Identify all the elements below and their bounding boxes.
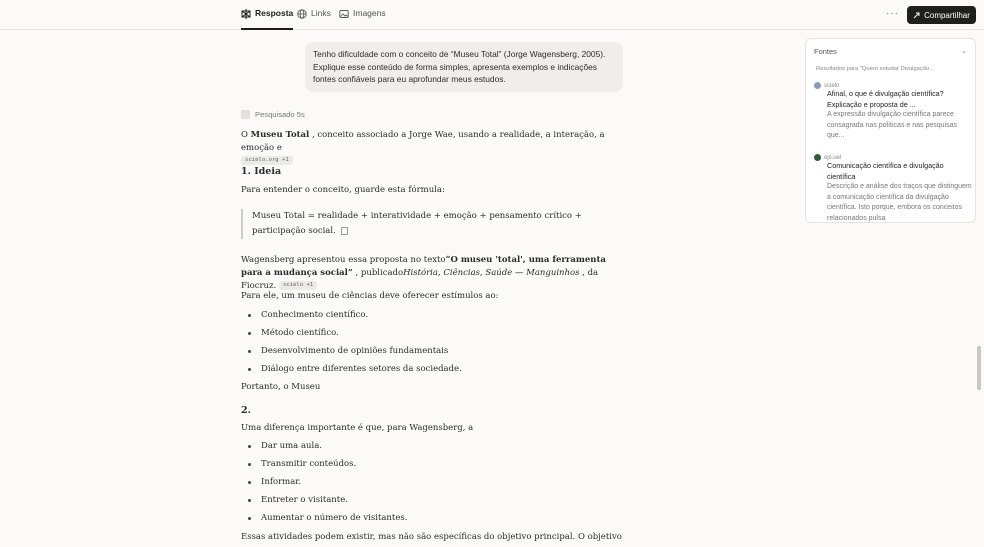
source-title: Afinal, o que é divulgação científica? Explicação e proposta de ... — [827, 89, 944, 109]
article-title: “O museu 'total', uma ferramenta para a mudança social” — [241, 255, 606, 278]
p2-text-end: , da Fiocruz. — [241, 268, 599, 291]
tab-links[interactable] — [297, 8, 331, 30]
list-item: Desenvolvimento de opiniões fundamentais — [241, 345, 462, 363]
citation-chip[interactable]: scielo +1 — [279, 281, 317, 290]
list-item: Transmitir conteúdos. — [241, 458, 407, 476]
image-icon — [339, 9, 349, 19]
source-domain-row — [814, 154, 972, 161]
share-icon — [913, 11, 921, 19]
searched-label: Pesquisado 5s — [255, 110, 305, 119]
user-query-bubble: Tenho dificuldade com o conceito de “Museu Total” (Jorge Wagensberg, 2005). Explique esse conteúdo de forma simples, apresenta exemplos e indicações fontes confiáveis para eu aprofundar meus estudos. — [305, 42, 623, 92]
favicon-icon — [814, 82, 821, 89]
p2-text: Wagensberg apresentou essa proposta no texto — [241, 255, 446, 265]
sources-title: Fontes — [814, 47, 837, 56]
paragraph-portanto: Portanto, o Museu — [241, 382, 321, 392]
list-item: Diálogo entre diferentes setores da sociedade. — [241, 363, 462, 381]
share-label: Compartilhar — [924, 10, 970, 20]
p2-text-mid: , publicado — [352, 268, 404, 278]
source-item[interactable] — [814, 154, 972, 223]
globe-icon — [297, 9, 307, 19]
paragraph-wagensberg — [241, 254, 625, 293]
list-item: Informar. — [241, 476, 407, 494]
sources-panel — [805, 38, 976, 223]
more-options-button[interactable]: ··· — [886, 8, 899, 19]
scrollbar-thumb[interactable] — [977, 346, 981, 390]
paragraph-difference: Uma diferença importante é que, para Wagensberg, a — [241, 423, 474, 433]
chevron-down-icon[interactable]: ⌄ — [961, 48, 967, 55]
section-heading-1: 1. Ideia — [241, 166, 282, 177]
tab-resposta-label: Resposta — [255, 8, 294, 18]
stimuli-list — [241, 309, 462, 381]
source-title: Comunicação científica e divulgação científica — [827, 161, 944, 181]
list-item: Dar uma aula. — [241, 440, 407, 458]
formula-quote — [241, 209, 625, 239]
favicon-icon — [814, 154, 821, 161]
source-snippet: A expressão divulgação científica parece consagrada nas políticas e nas pesquisas que... — [827, 111, 957, 139]
paragraph-conclusion: Essas atividades podem existir, mas não são específicas do objetivo principal. O objetivo — [241, 532, 622, 542]
intro-text: O — [241, 130, 251, 140]
list-item: Conhecimento científico. — [241, 309, 462, 327]
source-snippet: Descrição e análise dos traços que distinguem a comunicação científica da divulgação científica. Isto porque, embora os conceitos relacionados pulsa — [827, 183, 972, 222]
top-bar — [0, 0, 984, 30]
tab-resposta[interactable] — [241, 8, 293, 30]
not-goals-list — [241, 440, 407, 530]
share-button[interactable] — [907, 6, 976, 24]
list-item: Aumentar o número de visitantes. — [241, 512, 407, 530]
tab-imagens-label: Imagens — [353, 8, 386, 18]
source-domain: scielo — [824, 82, 840, 89]
searched-status[interactable] — [241, 110, 305, 119]
paragraph-stimuli: Para ele, um museu de ciências deve oferecer estímulos ao: — [241, 291, 499, 301]
section-heading-2: 2. — [241, 405, 251, 416]
intro-bold: Museu Total — [250, 130, 310, 140]
perplexity-icon — [241, 9, 251, 19]
tab-imagens[interactable] — [339, 8, 386, 30]
formula-text: Museu Total = realidade + interatividade + emoção + pensamento crítico + participação social. — [252, 211, 582, 236]
source-item[interactable] — [814, 82, 972, 142]
list-item: Método científico. — [241, 327, 462, 345]
answer-intro — [241, 129, 625, 168]
source-domain-row — [814, 82, 972, 89]
sources-results-label: Resultados para "Quero estudar Divulgação... — [816, 66, 935, 72]
tab-links-label: Links — [311, 8, 331, 18]
paragraph-formula-intro: Para entender o conceito, guarde esta fórmula: — [241, 185, 445, 195]
list-item: Entreter o visitante. — [241, 494, 407, 512]
citation-chip[interactable]: scielo.org +1 — [241, 156, 293, 165]
intro-text-rest: , conceito associado a Jorge Wae, usando a realidade, a interação, a emoção e — [241, 130, 605, 153]
source-domain: ojs.uel — [824, 154, 842, 161]
search-status-icon — [241, 110, 250, 119]
copy-icon[interactable] — [341, 227, 348, 235]
journal-name: História, Ciências, Saúde — Manguinhos — [403, 268, 580, 278]
